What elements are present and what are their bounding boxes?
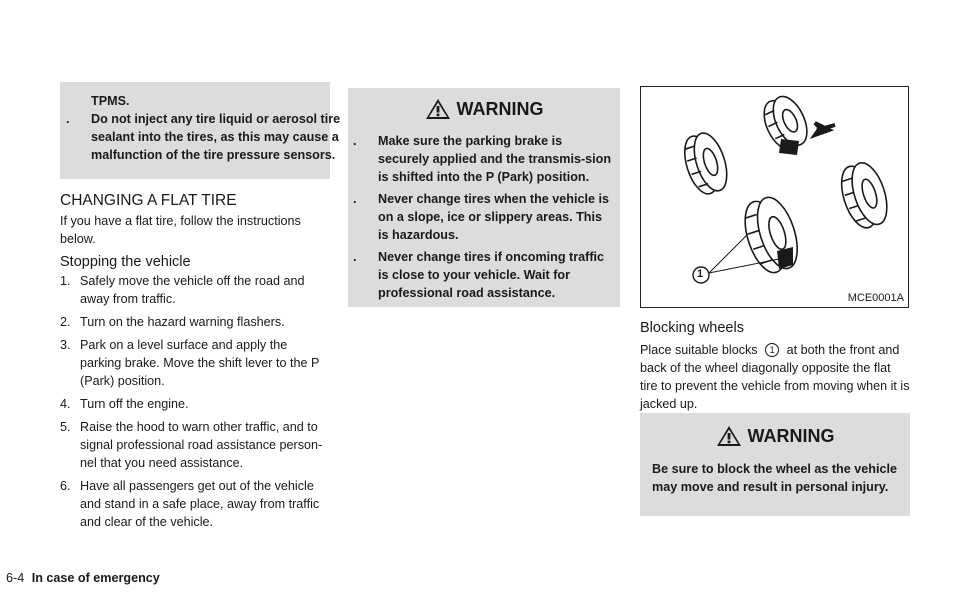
list-item	[353, 132, 615, 186]
step-number: 3.	[60, 338, 71, 352]
step-text: Turn on the hazard warning flashers.	[80, 315, 285, 329]
footer-section-name: In case of emergency	[31, 571, 160, 585]
intro-text: If you have a flat tire, follow the instructions below.	[60, 214, 301, 246]
list-item	[60, 336, 330, 390]
subsection-title: Stopping the vehicle	[60, 254, 191, 270]
figure-code: MCE0001A	[847, 292, 904, 304]
tpms-bullet	[66, 110, 347, 164]
warning-bullets	[353, 132, 615, 302]
warning-box-parking	[348, 88, 620, 307]
warning-triangle-icon	[716, 425, 742, 447]
figure-frame	[640, 86, 909, 308]
bullet-mark: .	[353, 134, 357, 148]
callout-marker	[765, 343, 779, 357]
step-text: Safely move the vehicle off the road and away from traffic.	[80, 274, 305, 306]
step-text: Turn off the engine.	[80, 397, 189, 411]
tpms-note-box	[60, 82, 341, 179]
warning-bullet-text: Never change tires if oncoming traffic is close to your vehicle. Wait for professional road assistance.	[378, 250, 605, 300]
list-item	[60, 395, 330, 413]
warning-bullet-text: Make sure the parking brake is securely applied and the transmis-sion is shifted into the P (Park) position.	[378, 134, 612, 184]
tpms-continuation: TPMS.	[91, 94, 130, 108]
bullet-mark: .	[353, 192, 357, 206]
list-item	[353, 190, 615, 244]
step-number: 6.	[60, 479, 71, 493]
warning-title: WARNING	[456, 98, 544, 119]
steps-list	[60, 272, 330, 531]
page-number: 6-4	[6, 571, 25, 585]
list-item	[60, 477, 330, 531]
blocking-text-start: Place suitable blocks	[640, 343, 758, 357]
bullet-mark: .	[353, 250, 357, 264]
list-item	[60, 313, 330, 331]
warning-box-block-wheel	[640, 413, 910, 516]
list-item	[60, 418, 330, 472]
tire-blocking-illustration	[641, 87, 908, 287]
blocking-text-end: at both the front and back of the wheel diagonally opposite the flat tire to prevent the vehicle from moving when it is jacked up.	[640, 343, 910, 411]
warning-header	[348, 98, 620, 120]
list-item	[60, 272, 330, 308]
figure-callout-number: 1	[697, 268, 704, 280]
step-number: 2.	[60, 315, 71, 329]
subsection-title-blocking: Blocking wheels	[640, 320, 744, 336]
step-number: 1.	[60, 274, 71, 288]
warning-text: Be sure to block the wheel as the vehicle may move and result in personal injury.	[652, 462, 897, 494]
blocking-text	[640, 341, 910, 413]
tpms-bullet-text: Do not inject any tire liquid or aerosol tire sealant into the tires, as this may cause a malfunction of the tire pressure sensors.	[91, 112, 341, 162]
step-text: Park on a level surface and apply the parking brake. Move the shift lever to the P (Park) position.	[80, 338, 320, 388]
page-footer	[6, 571, 160, 585]
warning-triangle-icon	[425, 98, 451, 120]
step-number: 4.	[60, 397, 71, 411]
step-text: Raise the hood to warn other traffic, and to signal professional road assistance person-nel that you need assistance.	[80, 420, 323, 470]
warning-header	[640, 425, 910, 447]
bullet-mark: .	[66, 112, 70, 126]
list-item	[353, 248, 615, 302]
warning-bullet-text: Never change tires when the vehicle is on a slope, ice or slippery areas. This is hazardous.	[378, 192, 609, 242]
step-text: Have all passengers get out of the vehicle and stand in a safe place, away from traffic and clear of the vehicle.	[80, 479, 320, 529]
step-number: 5.	[60, 420, 71, 434]
section-title: CHANGING A FLAT TIRE	[60, 192, 237, 209]
warning-title: WARNING	[747, 425, 835, 446]
callout-number: 1	[769, 345, 775, 355]
